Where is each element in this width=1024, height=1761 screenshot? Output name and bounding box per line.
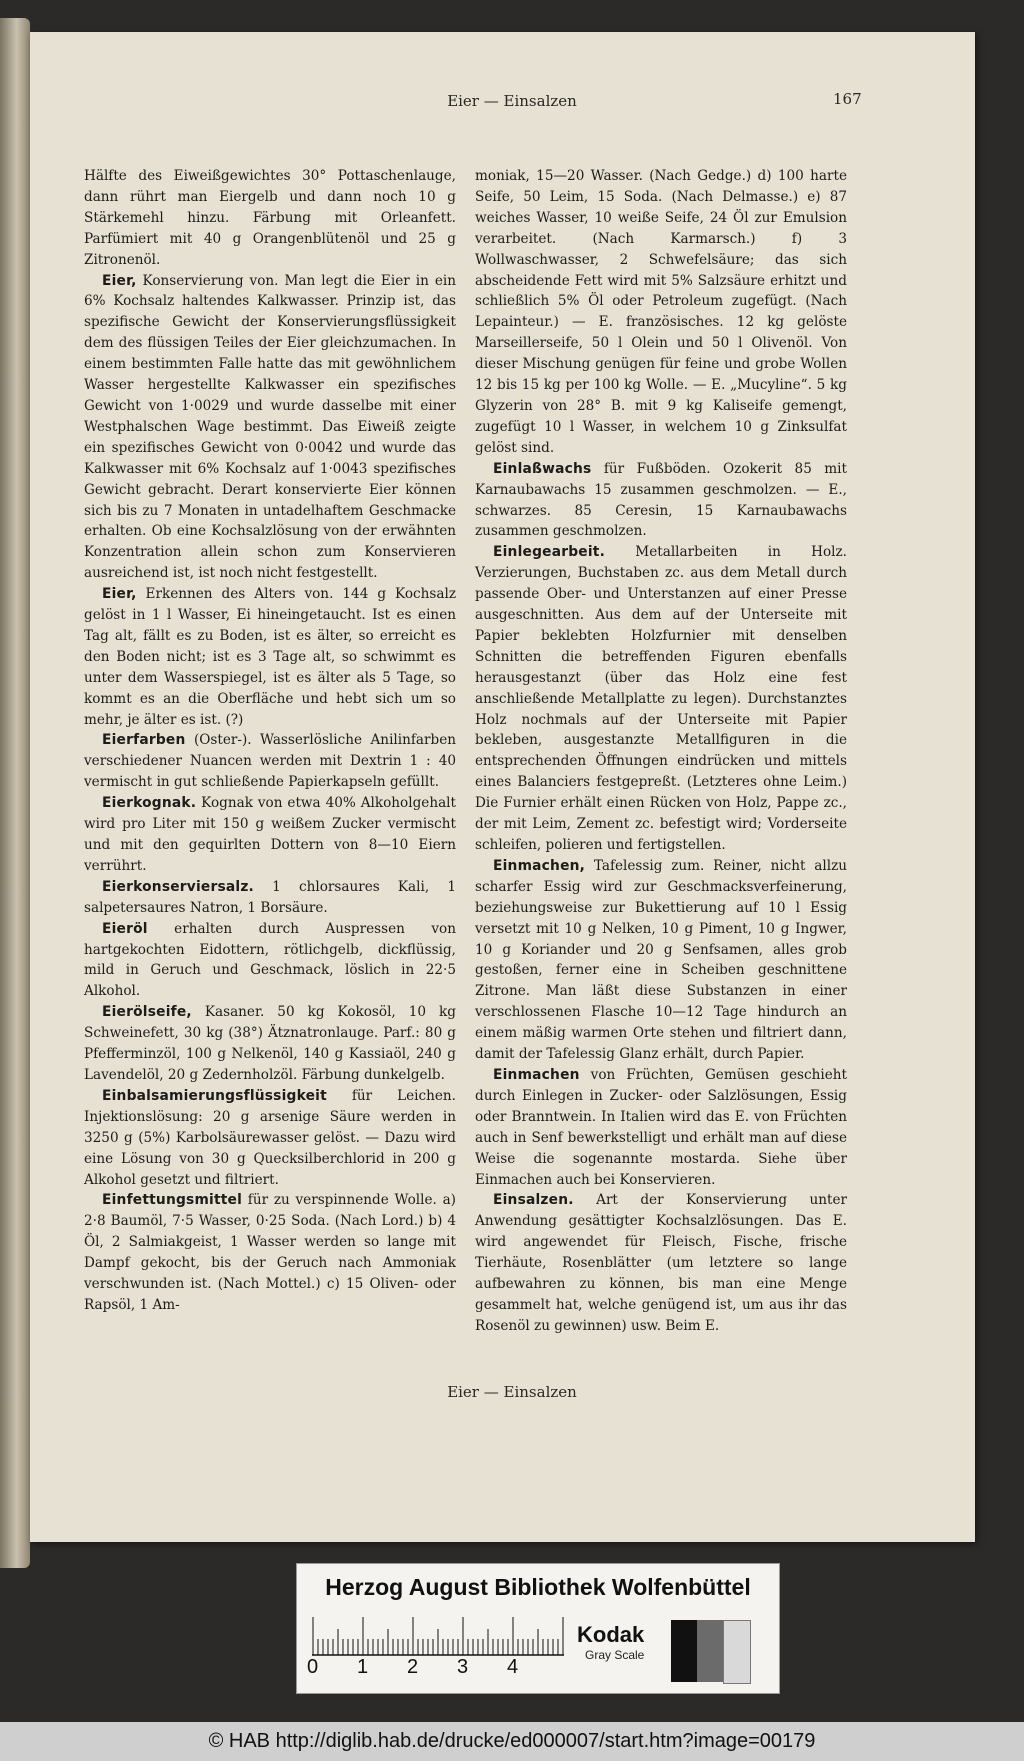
dictionary-entry [475, 856, 847, 1065]
entry-keyword: Eierölseife, [102, 1004, 192, 1021]
ruler-number: 1 [357, 1656, 369, 1678]
dictionary-entry [475, 166, 847, 459]
entry-keyword: Eier, [102, 272, 137, 289]
entry-keyword: Einsalzen. [493, 1192, 574, 1209]
dictionary-entry [475, 1065, 847, 1190]
entry-text: moniak, 15—20 Wasser. (Nach Gedge.) d) 100 harte Seife, 50 Leim, 15 Soda. (Nach Delmasse.) e) 87 weiches Wasser, 10 weiße Seife, 24 Öl zur Emulsion verarbeitet. (Nach Karmarsch.) f) 3 Wollwaschwasser, 2 Schwefelsäure; das sich abscheidende Fett wird mit 5% Salzsäure erhitzt und schließlich 5% Öl oder Petroleum zugefügt. (Nach Lepainteur.) — E. französisches. 12 kg gelöste Marseillerseife, 50 l Olein und 50 l Olivenöl. Von dieser Mischung genügen für feine und grobe Wollen 12 bis 15 kg per 100 kg Wolle. — E. „Mucyline“. 5 kg Glyzerin von 28° B. mit 9 kg Kaliseife gemengt, zugefügt 10 l Wasser, in welchem 10 g Zinksulfat gelöst sind. [475, 168, 847, 456]
dictionary-entry [84, 1190, 456, 1315]
entry-text: Hälfte des Eiweißgewichtes 30° Pottaschenlauge, dann rührt man Eiergelb und dann noch 10 g Stärkemehl hinzu. Färbung mit Orleanfett. Parfümiert mit 40 g Orangenblütenöl und 25 g Zitronenöl. [84, 168, 456, 268]
entry-text: 1 chlorsaures Kali, 1 salpetersaures Natron, 1 Borsäure. [84, 878, 456, 916]
entry-text: Metallarbeiten in Holz. Verzierungen, Buchstaben zc. aus dem Metall durch passende Ober- und Unterstanzen auf einer Presse ausgeschnitten. Aus dem auf der Unterseite mit Papier beklebten Holzfurnier mit denselben Schnitten die betreffenden Figuren ebenfalls herausgestanzt (über das Holz eine fest anschließende Metallplatte zu legen). Durchstanztes Holz nochmals auf der Unterseite mit Papier bekleben, ausgestanzte Metallfiguren in die entsprechenden Öffnungen eindrücken und mittels eines Balanciers festgepreßt. (Letzteres ohne Leim.) Die Furnier erhält einen Rücken von Holz, Pappe zc., der mit Leim, Zement zc. befestigt wird; Vorderseite schleifen, polieren und fertigstellen. [475, 544, 847, 853]
dictionary-entry [84, 730, 456, 793]
left-text-column [84, 166, 456, 1316]
gray-swatch-light [723, 1620, 751, 1684]
entry-keyword: Eierkognak. [102, 795, 197, 812]
entry-text: von Früchten, Gemüsen geschieht durch Einlegen in Zucker- oder Salzlösungen, Essig oder Branntwein. In Italien wird das E. von Früchten auch in Senf bewerkstelligt und erhält man auf diese Weise die sogenannte mostarda. Siehe über Einmachen auch bei Konservieren. [475, 1066, 847, 1188]
dictionary-entry [84, 166, 456, 271]
gray-swatch-mid [697, 1620, 723, 1682]
entry-keyword: Einmachen, [493, 857, 586, 874]
dictionary-entry [84, 919, 456, 1003]
entry-keyword: Einbalsamierungsflüssigkeit [102, 1087, 327, 1104]
entry-text: Kognak von etwa 40% Alkoholgehalt wird pro Liter mit 150 g weißem Zucker vermischt und mit den gequirlten Dottern von 8—10 Eiern verrührt. [84, 795, 456, 874]
running-header: Eier — Einsalzen [447, 92, 577, 110]
entry-keyword: Eierkonserviersalz. [102, 878, 255, 895]
entry-keyword: Einlaßwachs [493, 460, 592, 477]
ruler-number: 3 [457, 1656, 469, 1678]
entry-text: Art der Konservierung unter Anwendung gesättigter Kochsalzlösungen. Das E. wird angewendet für Fleisch, Fische, frische Tierhäute, Rosenblätter (um letztere so lange aufbewahren zu können, bis man eine Menge gesammelt hat, welche genügend ist, um aus ihr das Rosenöl zu gewinnen) usw. Beim E. [475, 1192, 847, 1334]
entry-text: (Oster-). Wasserlösliche Anilinfarben verschiedener Nuancen werden mit Dextrin 1 : 40 vermischt in gut schließende Papierkapseln gefüllt. [84, 732, 456, 791]
copyright-footer: © HAB http://diglib.hab.de/drucke/ed000007/start.htm?image=00179 [0, 1722, 1024, 1761]
entry-text: Erkennen des Alters von. 144 g Kochsalz gelöst in 1 l Wasser, Ei hineingetaucht. Ist es einen Tag alt, fällt es zu Boden, ist es älter, so erreicht es den Boden nicht; ist es 3 Tage alt, so schwimmt es unter dem Wasserspiegel, ist es älter als 5 Tage, so kommt es an die Oberfläche und hebt sich um so mehr, je älter es ist. (?) [84, 586, 456, 728]
dictionary-entry [475, 542, 847, 856]
running-footer: Eier — Einsalzen [447, 1383, 577, 1401]
dictionary-entry [475, 1190, 847, 1336]
entry-keyword: Eierfarben [102, 732, 186, 749]
entry-text: Konservierung von. Man legt die Eier in ein 6% Kochsalz haltendes Kalkwasser. Prinzip ist, das spezifische Gewicht der Konservierungsflüssigkeit dem des flüssigen Teiles der Eier gleichzumachen. In einem bestimmten Falle hatte das mit gewöhnlichem Wasser hergestellte Kalkwasser ein spezifisches Gewicht von 1·0029 und wurde dasselbe mit einer Westphalschen Wage bestimmt. Das Eiweiß zeigte ein spezifisches Gewicht von 0·0042 und wurde das Kalkwasser mit 6% Kochsalz auf 1·0043 spezifisches Gewicht gebracht. Derart konservierte Eier können sich bis zu 7 Monaten in untadelhaftem Geschmacke erhalten. Ob eine Kochsalzlösung von der erwähnten Konzentration allein schon zum Konservieren ausreichend ist, ist noch nicht festgestellt. [84, 272, 456, 582]
entry-keyword: Eieröl [102, 920, 148, 937]
entry-keyword: Einlegearbeit. [493, 544, 606, 561]
dictionary-entry [84, 877, 456, 919]
entry-keyword: Eier, [102, 586, 137, 603]
library-name: Herzog August Bibliothek Wolfenbüttel [325, 1574, 751, 1600]
entry-text: Tafelessig zum. Reiner, nicht allzu scharfer Essig wird zur Geschmacksverfeinerung, beziehungsweise zur Bukettierung auf 10 l Essig versetzt mit 10 g Nelken, 10 g Piment, 10 g Ingwer, 10 g Koriander und 20 g Senfsamen, alles grob gestoßen, ferner eine in Scheiben geschnittene Zitrone. Man läßt diese Substanzen in einer verschlossenen Flasche 10—12 Tage hindurch an einem mäßig warmen Orte stehen und filtriert dann, damit der Tafelessig Glanz erhält, durch Papier. [475, 857, 847, 1063]
library-color-target [296, 1563, 780, 1694]
entry-text: für zu verspinnende Wolle. a) 2·8 Baumöl, 7·5 Wasser, 0·25 Soda. (Nach Lord.) b) 4 Öl, 2 Salmiakgeist, 1 Wasser werden so lange mit Dampf gekocht, bis der Geruch nach Ammoniak verschwunden ist. (Nach Mottel.) c) 15 Oliven- oder Rapsöl, 1 Am- [84, 1192, 456, 1313]
entry-keyword: Einmachen [493, 1066, 580, 1083]
right-text-column [475, 166, 847, 1337]
ruler-number: 4 [507, 1656, 519, 1678]
entry-keyword: Einfettungsmittel [102, 1192, 243, 1209]
dictionary-entry [84, 1002, 456, 1086]
entry-text: für Leichen. Injektionslösung: 20 g arsenige Säure werden in 3250 g (5%) Karbolsäurewasser gelöst. — Dazu wird eine Lösung von 30 g Quecksilberchlorid in 200 g Alkohol gesetzt und filtriert. [84, 1087, 456, 1188]
ruler-number: 2 [407, 1656, 419, 1678]
kodak-brand: Kodak [577, 1622, 645, 1647]
dictionary-entry [475, 459, 847, 543]
entry-text: Kasaner. 50 kg Kokosöl, 10 kg Schweinefett, 30 kg (38°) Ätznatronlauge. Parf.: 80 g Pfefferminzöl, 100 g Nelkenöl, 140 g Kassiaöl, 240 g Lavendelöl, 20 g Zedernholzöl. Färbung dunkelgelb. [84, 1004, 456, 1083]
ruler-number: 0 [307, 1656, 319, 1678]
entry-text: für Fußböden. Ozokerit 85 mit Karnaubawachs 15 zusammen geschmolzen. — E., schwarzes. 85 Ceresin, 15 Karnaubawachs zusammen geschmolzen. [475, 460, 847, 540]
gray-scale-label: Gray Scale [585, 1648, 645, 1662]
page-number: 167 [833, 90, 862, 108]
entry-text: erhalten durch Auspressen von hartgekochten Eidottern, rötlichgelb, dickflüssig, mild in Geruch und Geschmack, löslich in 22·5 Alkohol. [84, 920, 456, 1000]
gray-swatch-black [671, 1620, 697, 1682]
ruler-scale [312, 1616, 564, 1656]
dictionary-entry [84, 271, 456, 585]
previous-page-edge [0, 18, 30, 1568]
dictionary-entry [84, 1086, 456, 1191]
dictionary-entry [84, 793, 456, 877]
dictionary-entry [84, 584, 456, 730]
